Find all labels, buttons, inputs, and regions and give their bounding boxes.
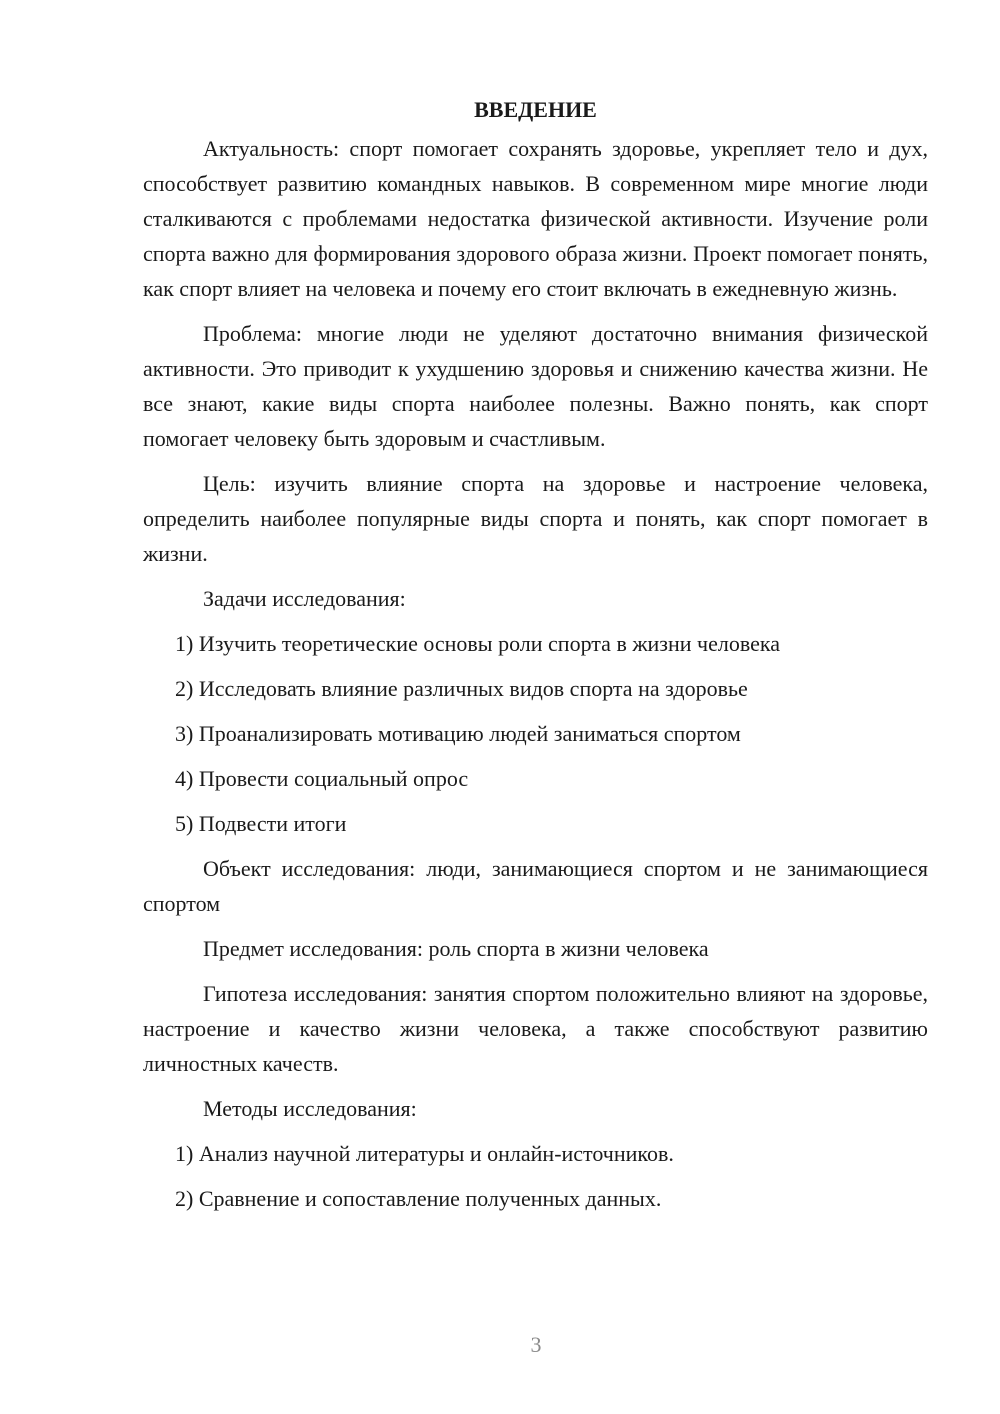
task-item: 1) Изучить теоретические основы роли спорта в жизни человека bbox=[175, 631, 780, 656]
tasks-heading: Задачи исследования: bbox=[203, 586, 406, 611]
document-page bbox=[143, 92, 928, 1226]
task-item: 4) Провести социальный опрос bbox=[175, 766, 469, 791]
relevance-paragraph: Актуальность: спорт помогает сохранять здоровье, укрепляет тело и дух, способствует развитию командных навыков. В современном мире многие люди сталкиваются с проблемами недостатка физической активности. Изучение роли спорта важно для формирования здорового образа жизни. Проект помогает понять, как спорт влияет на человека и почему его стоит включать в ежедневную жизнь. bbox=[143, 136, 928, 301]
method-item: 2) Сравнение и сопоставление полученных данных. bbox=[175, 1186, 662, 1211]
object-paragraph: Объект исследования: люди, занимающиеся спортом и не занимающиеся спортом bbox=[143, 856, 928, 916]
hypothesis-paragraph: Гипотеза исследования: занятия спортом положительно влияют на здоровье, настроение и качество жизни человека, а также способствуют развитию личностных качеств. bbox=[143, 981, 928, 1076]
section-title: ВВЕДЕНИЕ bbox=[474, 97, 597, 122]
methods-heading: Методы исследования: bbox=[203, 1096, 417, 1121]
page-number: 3 bbox=[530, 1332, 542, 1357]
problem-paragraph: Проблема: многие люди не уделяют достаточно внимания физической активности. Это приводит к ухудшению здоровья и снижению качества жизни. Не все знают, какие виды спорта наиболее полезны. Важно понять, как спорт помогает человеку быть здоровым и счастливым. bbox=[143, 321, 928, 451]
task-item: 2) Исследовать влияние различных видов спорта на здоровье bbox=[175, 676, 748, 701]
goal-paragraph: Цель: изучить влияние спорта на здоровье и настроение человека, определить наиболее популярные виды спорта и понять, как спорт помогает в жизни. bbox=[143, 471, 928, 566]
subject-paragraph: Предмет исследования: роль спорта в жизни человека bbox=[203, 936, 709, 961]
task-item: 5) Подвести итоги bbox=[175, 811, 347, 836]
method-item: 1) Анализ научной литературы и онлайн-источников. bbox=[175, 1141, 674, 1166]
task-item: 3) Проанализировать мотивацию людей заниматься спортом bbox=[175, 721, 741, 746]
